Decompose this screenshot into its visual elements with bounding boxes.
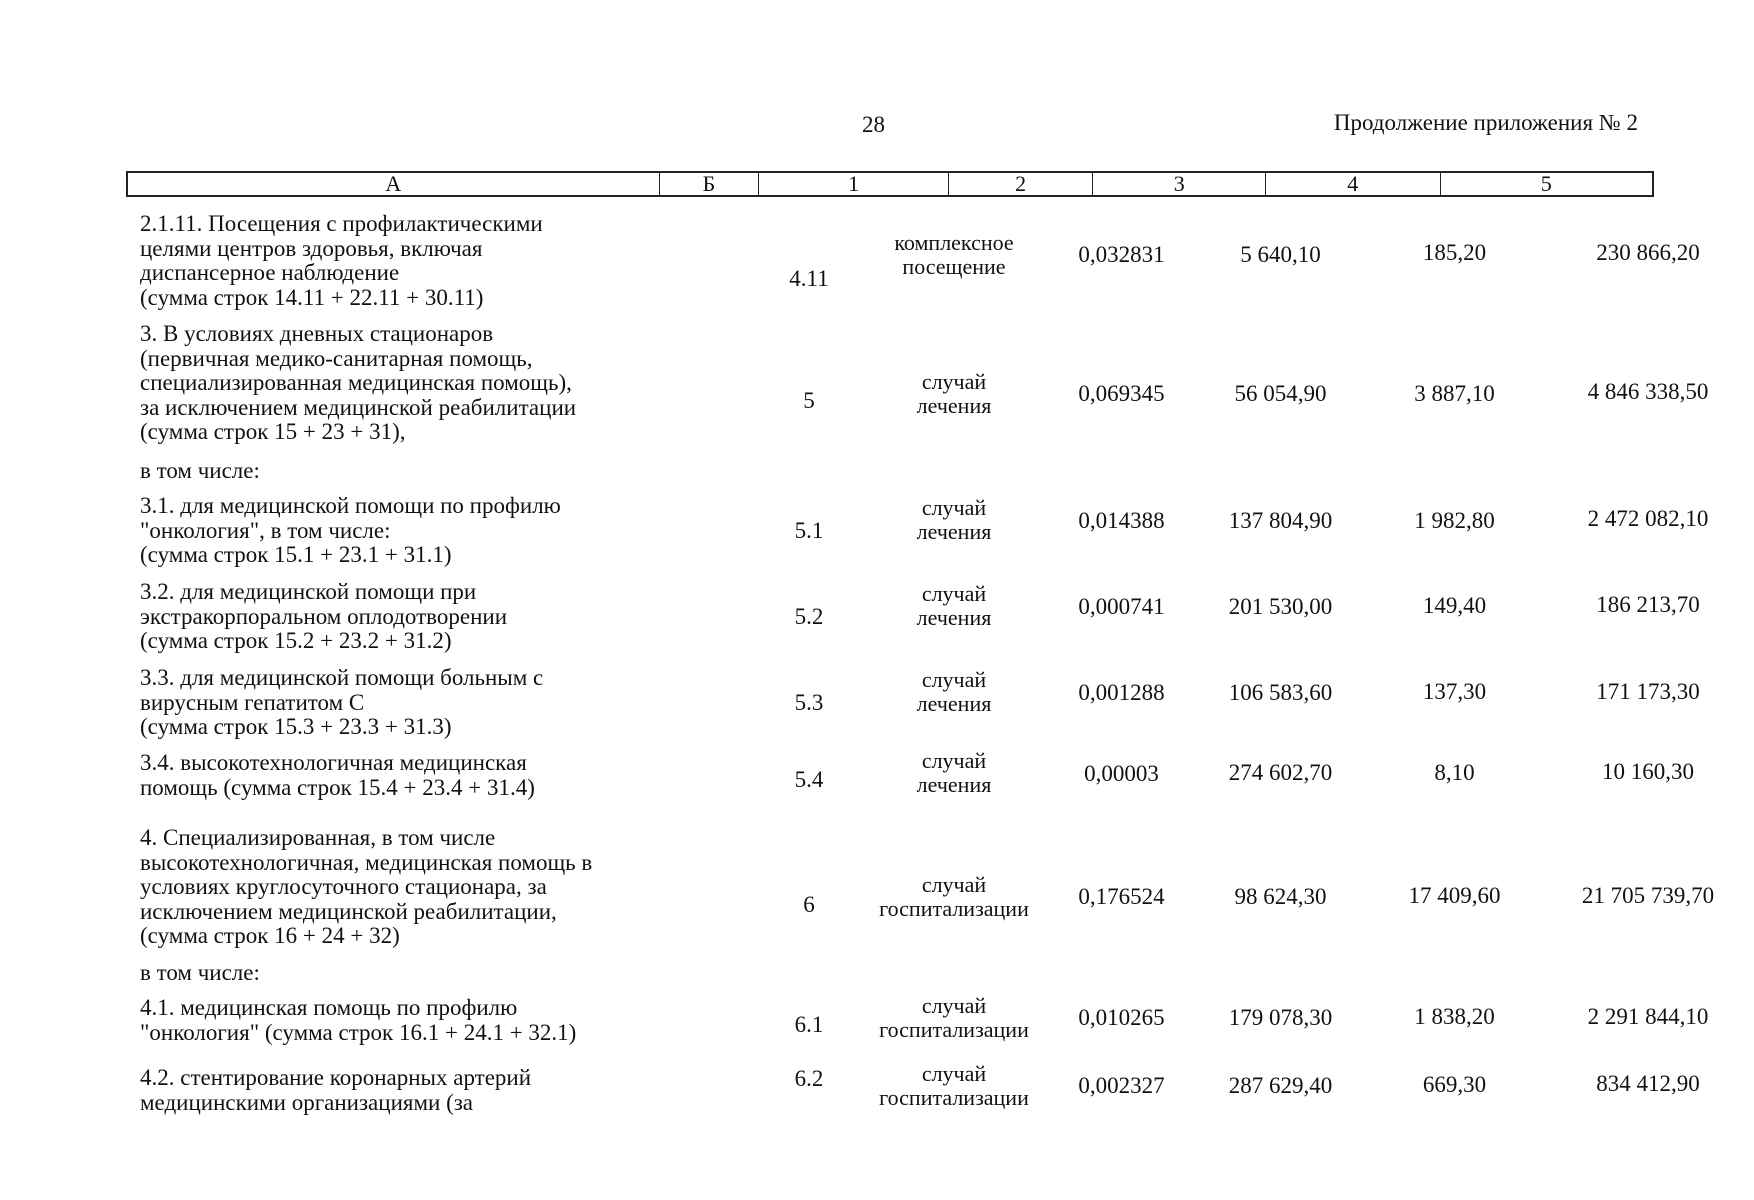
row-description-line: (сумма строк 14.11 + 22.11 + 30.11) xyxy=(140,284,484,310)
column-header-3: 3 xyxy=(1093,173,1266,195)
row-unit-line: лечения xyxy=(916,519,992,544)
row-unit-line: случай xyxy=(921,581,987,606)
row-description-line: исключением медицинской реабилитации, xyxy=(140,898,557,924)
row-unit-line: случай xyxy=(921,748,987,773)
row-value-5: 4 846 338,50 xyxy=(1587,379,1709,404)
row-description-line: 3.3. для медицинской помощи больным с xyxy=(140,665,544,690)
row-description-line: (первичная медико-санитарная помощь, xyxy=(140,345,533,371)
row-value-3: 98 624,30 xyxy=(1234,884,1327,909)
column-header-5: 5 xyxy=(1540,171,1552,196)
row-value-2: 0,176524 xyxy=(1078,884,1165,909)
row-unit-line: посещение xyxy=(902,254,1006,279)
row-unit xyxy=(859,496,1049,544)
row-unit xyxy=(859,873,1049,921)
row-unit xyxy=(859,668,1049,716)
row-value-4: 17 409,60 xyxy=(1408,883,1501,908)
row-description-line: вирусным гепатитом С xyxy=(140,689,365,715)
row-unit xyxy=(859,582,1049,630)
appendix-continuation-label: Продолжение приложения № 2 xyxy=(1333,110,1638,135)
row-code: 4.11 xyxy=(789,266,829,291)
row-unit-line: госпитализации xyxy=(879,1017,1029,1042)
row-value-4: 149,40 xyxy=(1422,593,1487,618)
row-description-line: 3. В условиях дневных стационаров xyxy=(140,321,494,346)
subheading-including: в том числе: xyxy=(140,458,260,483)
row-unit xyxy=(859,370,1049,418)
page-number: 28 xyxy=(862,112,885,137)
row-unit xyxy=(859,1062,1049,1110)
row-description xyxy=(140,212,680,310)
row-description-line: 3.2. для медицинской помощи при xyxy=(140,579,477,604)
row-unit-line: лечения xyxy=(916,772,992,797)
row-description xyxy=(140,751,680,800)
row-description-line: 4.2. стентирование коронарных артерий xyxy=(140,1065,532,1090)
row-unit-line: лечения xyxy=(916,691,992,716)
row-value-4: 137,30 xyxy=(1422,679,1487,704)
row-description-line: "онкология" (сумма строк 16.1 + 24.1 + 32.1) xyxy=(140,1019,577,1045)
row-value-3: 287 629,40 xyxy=(1228,1073,1333,1098)
row-unit-line: случай xyxy=(921,495,987,520)
row-description-line: экстракорпоральном оплодотворении xyxy=(140,603,508,629)
column-header-2: 2 xyxy=(949,173,1094,195)
row-description-line: целями центров здоровья, включая xyxy=(140,235,483,261)
row-code: 6 xyxy=(803,892,815,917)
row-value-4: 8,10 xyxy=(1434,760,1475,785)
row-description-line: диспансерное наблюдение xyxy=(140,260,400,285)
row-description-line: (сумма строк 15.2 + 23.2 + 31.2) xyxy=(140,628,452,653)
row-value-2: 0,001288 xyxy=(1078,680,1165,705)
row-unit-line: случай xyxy=(921,369,987,394)
row-value-3: 106 583,60 xyxy=(1228,680,1333,705)
row-description-line: 2.1.11. Посещения с профилактическими xyxy=(140,211,543,236)
row-value-3: 274 602,70 xyxy=(1228,760,1333,785)
column-header-b: Б xyxy=(660,173,760,195)
row-value-3: 56 054,90 xyxy=(1234,381,1327,406)
row-unit-line: лечения xyxy=(916,605,992,630)
row-description xyxy=(140,494,680,568)
row-unit-line: случай xyxy=(921,667,987,692)
row-description-line: 3.4. высокотехнологичная медицинская xyxy=(140,750,527,775)
row-unit-line: госпитализации xyxy=(879,896,1029,921)
row-description-line: 4. Специализированная, в том числе xyxy=(140,825,496,850)
row-value-2: 0,014388 xyxy=(1078,508,1165,533)
column-header-1: 1 xyxy=(759,173,949,195)
row-description xyxy=(140,1066,680,1115)
row-description-line: за исключением медицинской реабилитации xyxy=(140,394,577,420)
row-description-line: 3.1. для медицинской помощи по профилю xyxy=(140,493,561,518)
row-unit-line: случай xyxy=(921,872,987,897)
row-description-line: медицинскими организациями (за xyxy=(140,1089,474,1115)
row-unit-line: лечения xyxy=(916,393,992,418)
column-header-a: А xyxy=(128,173,660,195)
row-unit xyxy=(859,994,1049,1042)
row-value-5: 21 705 739,70 xyxy=(1581,883,1715,908)
row-value-4: 3 887,10 xyxy=(1414,381,1495,406)
row-value-4: 185,20 xyxy=(1422,240,1487,265)
row-value-2: 0,032831 xyxy=(1078,242,1165,267)
row-value-5: 186 213,70 xyxy=(1596,592,1700,617)
row-code: 5.3 xyxy=(794,690,824,715)
row-value-2: 0,069345 xyxy=(1078,381,1165,406)
row-unit-line: комплексное xyxy=(894,230,1014,255)
row-code: 5.1 xyxy=(794,518,824,543)
row-code: 6.2 xyxy=(794,1066,824,1091)
row-description-line: (сумма строк 16 + 24 + 32) xyxy=(140,923,400,948)
subheading-including: в том числе: xyxy=(140,960,260,985)
row-value-5: 2 472 082,10 xyxy=(1587,506,1709,531)
row-value-2: 0,00003 xyxy=(1084,761,1159,786)
row-value-5: 834 412,90 xyxy=(1596,1071,1700,1096)
row-value-3: 201 530,00 xyxy=(1228,594,1333,619)
row-description-line: высокотехнологичная, медицинская помощь в xyxy=(140,849,593,875)
row-unit-line: госпитализации xyxy=(879,1085,1029,1110)
table-header-row xyxy=(126,171,1654,197)
row-value-3: 137 804,90 xyxy=(1228,508,1333,533)
row-value-2: 0,002327 xyxy=(1078,1073,1165,1098)
row-description xyxy=(140,580,680,654)
row-description xyxy=(140,826,680,949)
row-value-4: 1 838,20 xyxy=(1414,1004,1495,1029)
row-description xyxy=(140,666,680,740)
row-code: 5.2 xyxy=(794,604,824,629)
row-value-2: 0,000741 xyxy=(1078,594,1165,619)
row-value-4: 1 982,80 xyxy=(1414,508,1495,533)
row-value-5: 171 173,30 xyxy=(1596,679,1700,704)
row-unit-line: случай xyxy=(921,1061,987,1086)
row-value-3: 179 078,30 xyxy=(1228,1005,1333,1030)
row-description-line: "онкология", в том числе: xyxy=(140,517,391,543)
row-description-line: условиях круглосуточного стационара, за xyxy=(140,874,547,899)
row-unit xyxy=(859,749,1049,797)
row-value-5: 2 291 844,10 xyxy=(1587,1004,1709,1029)
row-description-line: специализированная медицинская помощь), xyxy=(140,370,572,395)
row-description xyxy=(140,322,680,445)
row-unit xyxy=(859,231,1049,279)
row-value-2: 0,010265 xyxy=(1078,1005,1165,1030)
row-description-line: (сумма строк 15.3 + 23.3 + 31.3) xyxy=(140,714,452,739)
row-description-line: (сумма строк 15 + 23 + 31), xyxy=(140,419,406,444)
row-description-line: (сумма строк 15.1 + 23.1 + 31.1) xyxy=(140,542,452,567)
row-value-4: 669,30 xyxy=(1422,1072,1487,1097)
column-header-4: 4 xyxy=(1266,173,1441,195)
row-code: 5.4 xyxy=(794,767,824,792)
row-code: 6.1 xyxy=(794,1012,824,1037)
row-description xyxy=(140,996,680,1045)
row-value-5: 10 160,30 xyxy=(1602,759,1694,784)
row-code: 5 xyxy=(803,388,815,413)
row-description-line: 4.1. медицинская помощь по профилю xyxy=(140,995,518,1020)
row-description-line: помощь (сумма строк 15.4 + 23.4 + 31.4) xyxy=(140,774,535,800)
row-value-3: 5 640,10 xyxy=(1240,242,1321,267)
row-value-5: 230 866,20 xyxy=(1596,240,1700,265)
row-unit-line: случай xyxy=(921,993,987,1018)
